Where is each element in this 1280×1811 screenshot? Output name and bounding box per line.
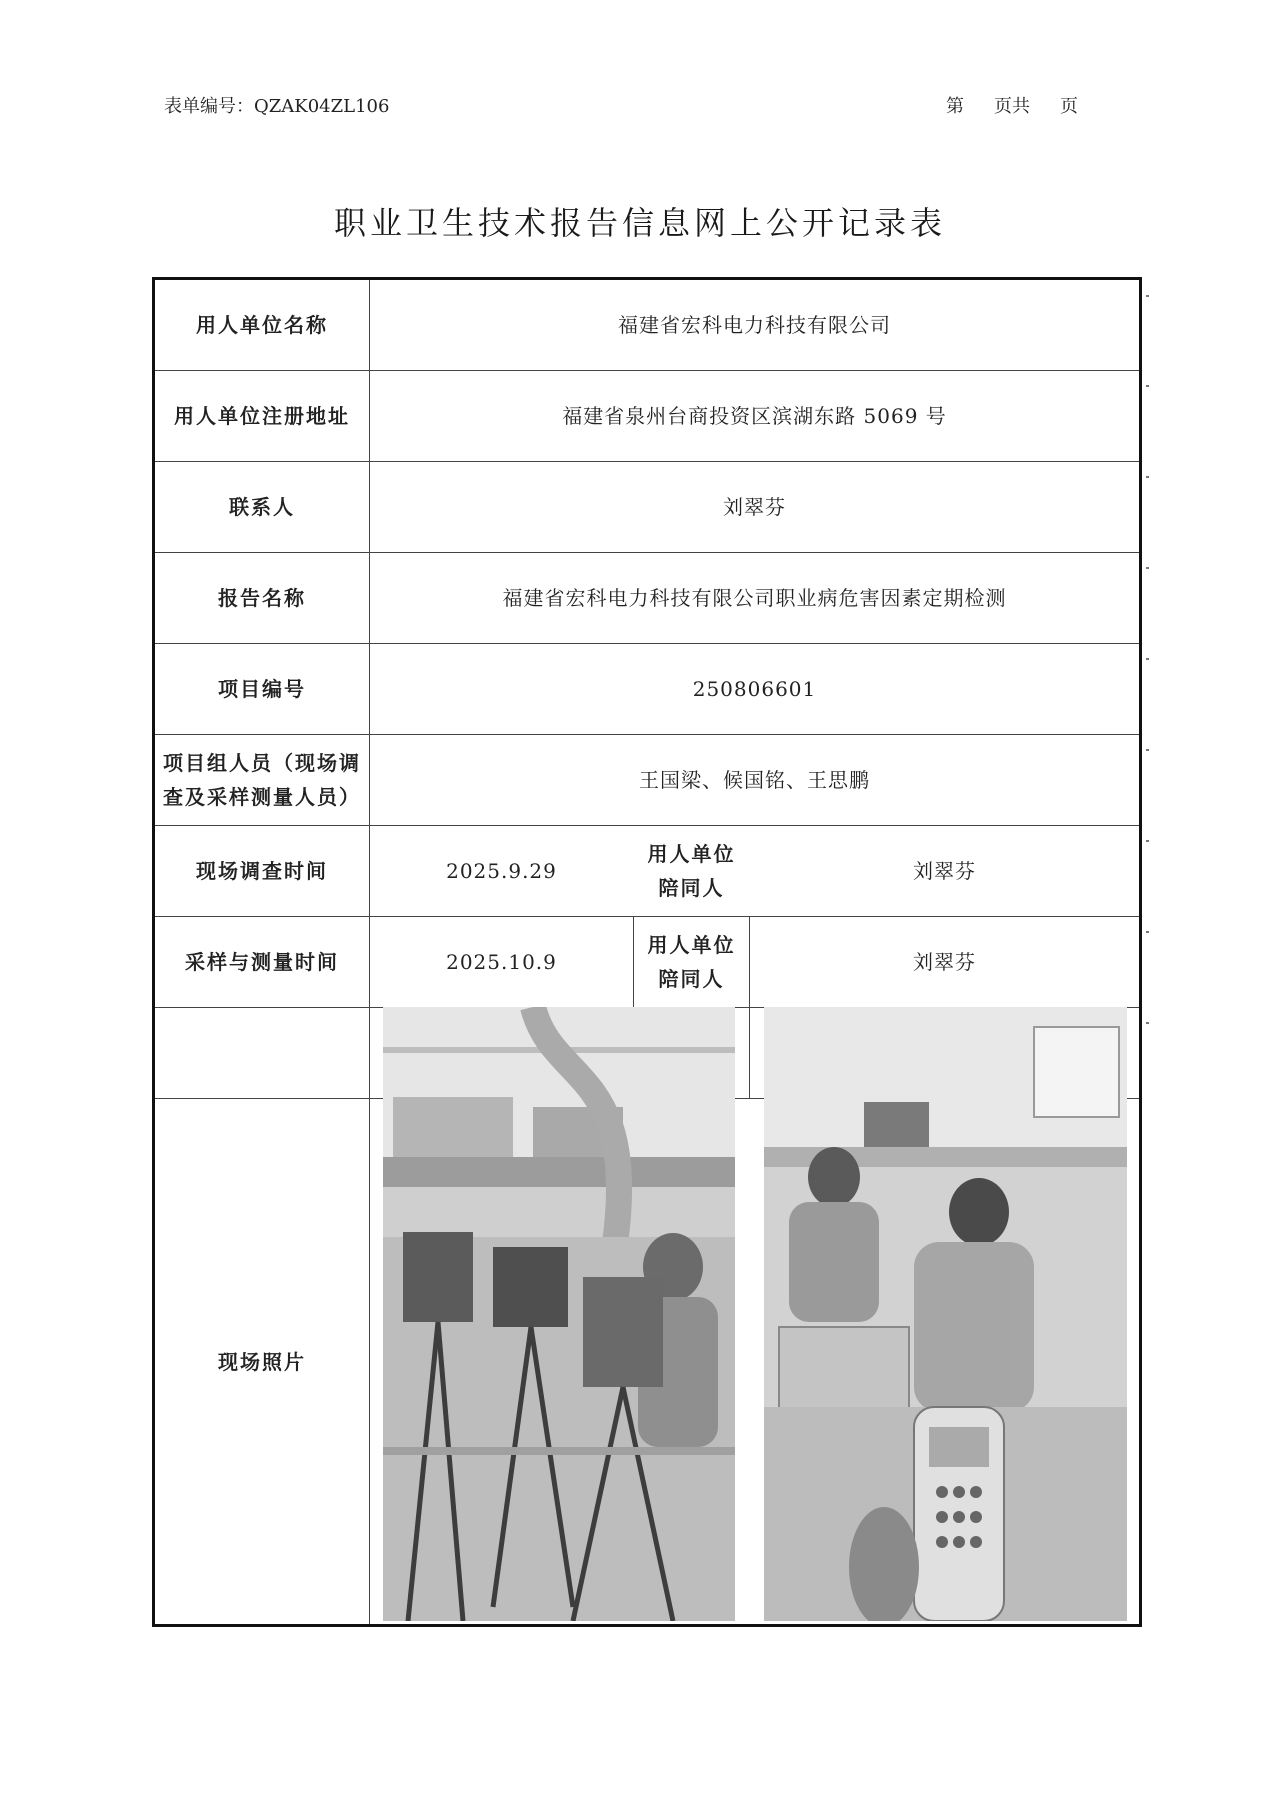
sampling-time-label: 采样与测量时间 [185,950,339,974]
form-number: 表单编号：QZAK04ZL106 [164,96,390,117]
margin-tick [1146,295,1149,297]
sampling-escort-label-line1: 用人单位 [647,933,736,957]
site-photo-1-image [383,1007,735,1621]
sampling-time-value: 2025.10.9 [446,950,557,974]
sampling-escort-value: 刘翠芬 [913,950,976,974]
team-label-line2: 查及采样测量人员） [163,785,361,809]
company-value: 福建省宏科电力科技有限公司 [618,313,891,337]
team-value: 王国梁、候国铭、王思鹏 [639,768,870,792]
sampling-escort-label-line2: 陪同人 [658,967,725,991]
project-number-value: 250806601 [692,677,817,701]
page-word-2: 页共 [994,96,1030,117]
page-title: 职业卫生技术报告信息网上公开记录表 [333,204,946,242]
page-indicator [946,92,1078,118]
page-word-3: 页 [1060,96,1078,117]
survey-escort-label-line2: 陪同人 [658,876,725,900]
address-value: 福建省泉州台商投资区滨湖东路 5069 号 [562,404,947,428]
report-value: 福建省宏科电力科技有限公司职业病危害因素定期检测 [502,586,1007,610]
project-number-label: 项目编号 [218,677,306,701]
team-label-line1: 项目组人员（现场调 [163,751,361,775]
survey-escort-label [634,826,749,916]
company-label: 用人单位名称 [196,313,328,337]
margin-tick [1146,1022,1149,1024]
contact-label: 联系人 [229,495,295,519]
team-label [155,735,369,825]
survey-time-label: 现场调查时间 [196,859,328,883]
record-table [152,277,1142,1627]
survey-escort-value: 刘翠芬 [913,859,976,883]
report-label: 报告名称 [218,586,306,610]
margin-tick [1146,476,1149,478]
site-photo-2 [764,1007,1127,1621]
margin-tick [1146,749,1149,751]
survey-time-value: 2025.9.29 [446,859,557,883]
survey-escort-label-line1: 用人单位 [647,842,736,866]
address-label: 用人单位注册地址 [174,404,350,428]
margin-tick [1146,567,1149,569]
site-photo-1 [383,1007,735,1621]
photos-label: 现场照片 [218,1349,306,1374]
margin-tick [1146,931,1149,933]
contact-value: 刘翠芬 [723,495,786,519]
margin-tick [1146,658,1149,660]
sampling-escort-label [634,917,749,1007]
site-photo-2-image [764,1007,1127,1621]
margin-tick [1146,840,1149,842]
margin-tick [1146,385,1149,387]
page-word-1: 第 [946,96,964,117]
